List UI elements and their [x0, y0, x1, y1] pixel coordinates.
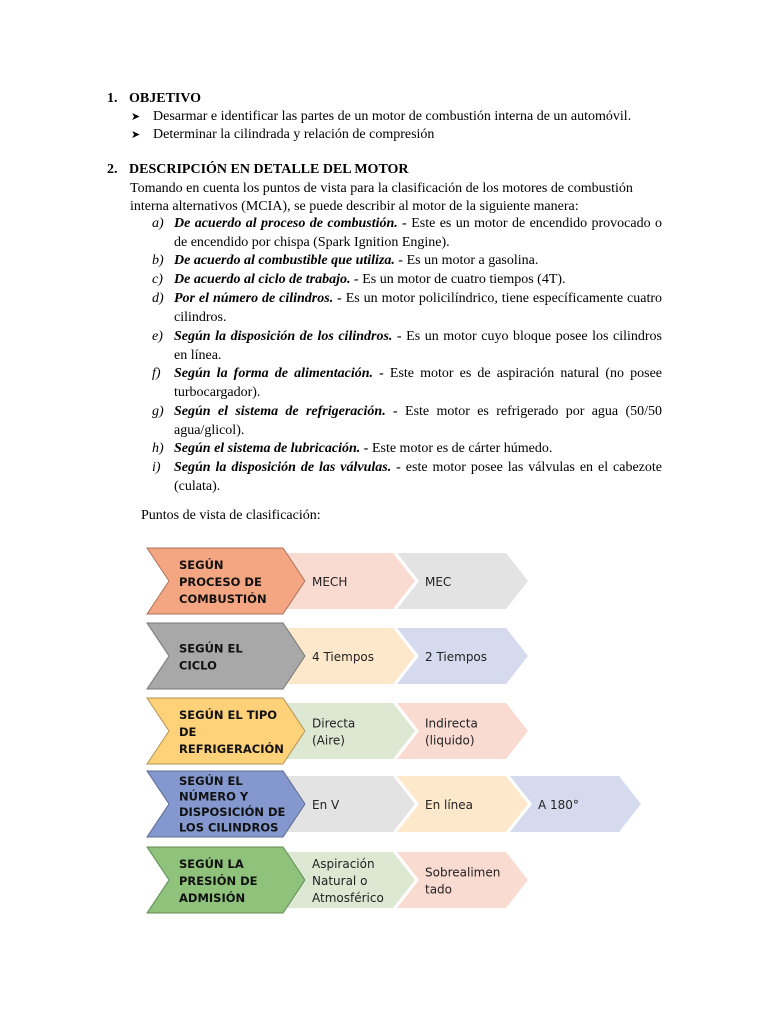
chevron-head-label: SEGÚN LA [179, 856, 244, 871]
item-text: Es un motor cuyo bloque posee los cilindros en línea. [174, 329, 663, 363]
chevron-cell-label: En V [312, 797, 340, 812]
item-letter: d) [152, 291, 164, 306]
intro-paragraph: Tomando en cuenta los puntos de vista para la clasificación de los motores de combustión interna alternativos (MCIA), se puede describir al motor de la siguiente manera: [130, 181, 633, 214]
chevron-cell-label: Aspiración [312, 856, 375, 871]
item-lead: Según el sistema de refrigeración. - [174, 404, 398, 419]
chevron-head-label: ADMISIÓN [179, 890, 246, 905]
item-text: Este motor es de cárter húmedo. [368, 441, 553, 456]
item-text: Es un motor de cuatro tiempos (4T). [358, 272, 566, 287]
chevron-head-label: DISPOSICIÓN DE [179, 805, 286, 820]
item-lead: Según la disposición de las válvulas. - [174, 460, 401, 475]
chevron-head-label: SEGÚN EL [179, 641, 243, 656]
item-text: Es un motor policilíndrico, tiene específicamente cuatro cilindros. [174, 291, 662, 325]
chevron-cell-label: (Aire) [312, 733, 345, 748]
chevron-head-label: PROCESO DE [179, 574, 262, 589]
item-letter: f) [152, 366, 161, 381]
chevron-head-label: LOS CILINDROS [179, 820, 279, 835]
bullet-text: Desarmar e identificar las partes de un motor de combustión interna de un automóvil. [153, 109, 632, 124]
item-letter: h) [152, 441, 164, 456]
chevron-cell-label: A 180° [538, 797, 579, 812]
item-letter: c) [152, 272, 163, 287]
chevron-cell-label: (liquido) [425, 733, 475, 748]
item-text: Este es un motor de encendido provocado o de encendido por chispa (Spark Ignition Engine). [174, 216, 662, 250]
item-lead: Por el número de cilindros. - [174, 291, 342, 306]
chevron-cell-label: Natural o [312, 873, 368, 888]
chevron-head-label: NÚMERO Y [179, 789, 249, 804]
chevron-cell-label: Atmosférico [312, 890, 384, 905]
item-lead: Según la forma de alimentación. - [174, 366, 384, 381]
item-lead: Según el sistema de lubricación. - [174, 441, 369, 456]
bullet-text: Determinar la cilindrada y relación de compresión [153, 127, 435, 142]
diagram-caption: Puntos de vista de clasificación: [141, 508, 321, 523]
chevron-head-label: PRESIÓN DE [179, 873, 258, 888]
item-letter: i) [152, 460, 161, 475]
item-letter: g) [152, 404, 164, 419]
item-text: Este motor es refrigerado por agua (50/50 agua/glicol). [174, 404, 663, 438]
chevron-head [147, 623, 305, 689]
chevron-cell-label: Sobrealimen [425, 865, 501, 880]
item-text: Es un motor a gasolina. [403, 253, 539, 268]
chevron-cell-label: MEC [425, 574, 452, 589]
item-letter: a) [152, 216, 164, 231]
chevron-head-label: DE [179, 724, 197, 739]
section-number: 1. [107, 91, 118, 106]
chevron-cell [397, 553, 528, 609]
item-lead: De acuerdo al combustible que utiliza. - [174, 253, 404, 268]
item-lead: Según la disposición de los cilindros. - [174, 329, 402, 344]
item-text: este motor posee las válvulas en el cabezote (culata). [174, 460, 662, 494]
item-letter: e) [152, 329, 163, 344]
chevron-head-label: SEGÚN EL [179, 774, 243, 789]
chevron-head-label: SEGÚN EL TIPO [179, 707, 278, 722]
chevron-cell-label: 4 Tiempos [312, 649, 375, 664]
chevron-cell-label: Directa [312, 716, 356, 731]
section-title: OBJETIVO [129, 91, 202, 106]
chevron-cell-label: En línea [425, 797, 474, 812]
arrow-bullet-icon: ➤ [131, 111, 141, 123]
chevron-cell [397, 852, 528, 908]
item-letter: b) [152, 253, 164, 268]
chevron-cell-label: MECH [312, 574, 348, 589]
chevron-cell [397, 703, 528, 759]
chevron-cell-label: Indirecta [425, 716, 478, 731]
section-number: 2. [107, 162, 118, 177]
arrow-bullet-icon: ➤ [131, 129, 141, 141]
chevron-head-label: COMBUSTIÓN [179, 591, 267, 606]
chevron-cell-label: tado [425, 882, 453, 897]
chevron-head-label: REFRIGERACIÓN [179, 741, 284, 756]
chevron-head-label: SEGÚN [179, 557, 224, 572]
item-text: Este motor es de aspiración natural (no posee turbocargador). [174, 366, 662, 400]
item-lead: De acuerdo al ciclo de trabajo. - [174, 272, 359, 287]
section-title: DESCRIPCIÓN EN DETALLE DEL MOTOR [129, 162, 409, 177]
chevron-cell-label: 2 Tiempos [425, 649, 488, 664]
item-lead: De acuerdo al proceso de combustión. - [174, 216, 407, 231]
chevron-head-label: CICLO [179, 658, 217, 673]
